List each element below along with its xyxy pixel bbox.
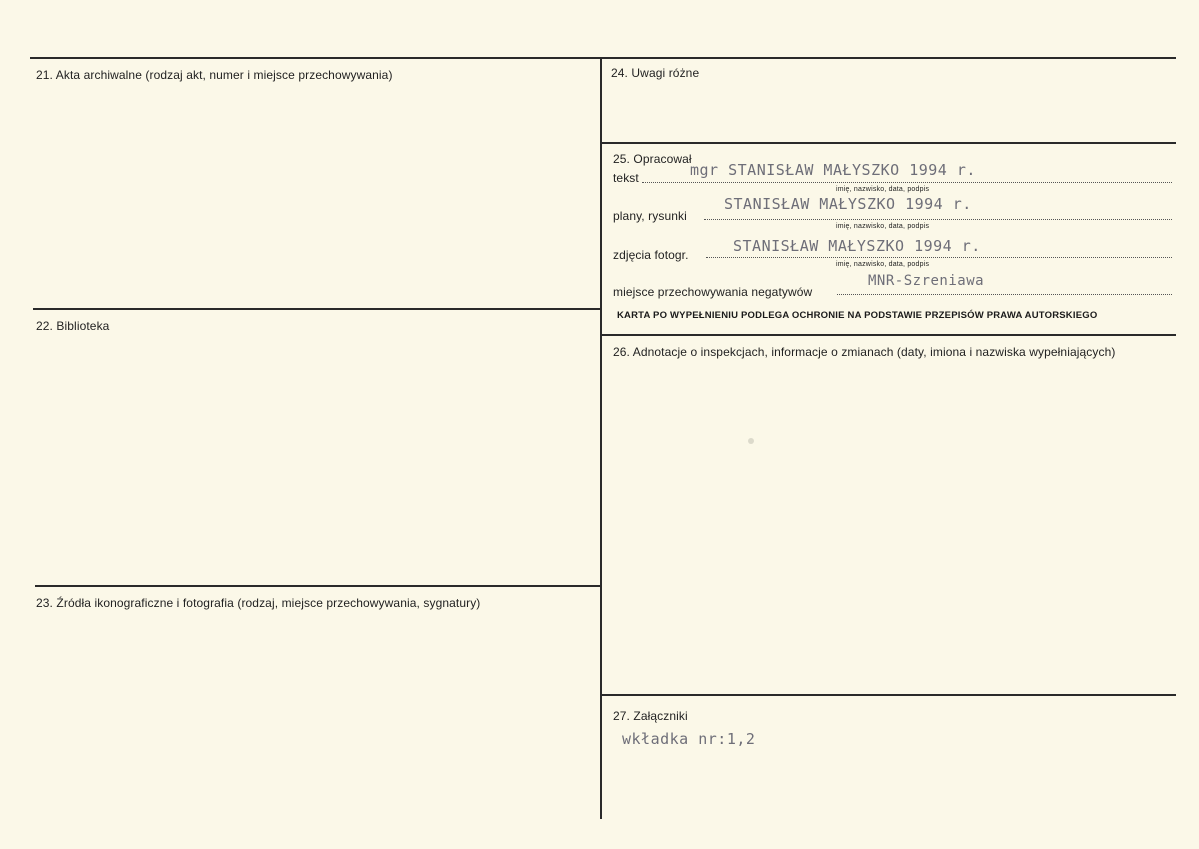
negatives-storage-value: MNR-Szreniawa [868, 273, 985, 289]
divider-26-27 [601, 694, 1176, 696]
divider-22-23 [35, 585, 601, 587]
center-divider-line [600, 57, 602, 819]
photos-author-line [706, 257, 1172, 258]
drawings-author-value: STANISŁAW MAŁYSZKO 1994 r. [724, 195, 972, 213]
section-27-label: 27. Załączniki [613, 709, 688, 723]
photos-author-label: zdjęcia fotogr. [613, 248, 689, 262]
drawings-author-line [704, 219, 1172, 220]
negatives-storage-label: miejsce przechowywania negatywów [613, 285, 813, 299]
photos-author-hint: imię, nazwisko, data, podpis [836, 261, 930, 268]
photos-author-value: STANISŁAW MAŁYSZKO 1994 r. [733, 237, 981, 255]
paper-speck [748, 438, 754, 444]
section-24-label: 24. Uwagi różne [611, 66, 700, 80]
text-author-label: tekst [613, 171, 639, 185]
section-26-label: 26. Adnotacje o inspekcjach, informacje o zmianach (daty, imiona i nazwiska wypełniających) [613, 345, 1116, 359]
section-22-label: 22. Biblioteka [36, 319, 110, 333]
negatives-storage-line [837, 294, 1172, 295]
divider-25-26 [601, 334, 1176, 336]
divider-24-25 [601, 142, 1176, 144]
drawings-author-hint: imię, nazwisko, data, podpis [836, 223, 930, 230]
section-23-label: 23. Źródła ikonograficzne i fotografia (rodzaj, miejsce przechowywania, sygnatury) [36, 596, 481, 610]
drawings-author-label: plany, rysunki [613, 209, 687, 223]
text-author-hint: imię, nazwisko, data, podpis [836, 186, 930, 193]
top-border-line [30, 57, 1176, 59]
divider-21-22 [33, 308, 601, 310]
section-21-label: 21. Akta archiwalne (rodzaj akt, numer i miejsce przechowywania) [36, 68, 393, 82]
text-author-value: mgr STANISŁAW MAŁYSZKO 1994 r. [690, 161, 976, 179]
copyright-notice: KARTA PO WYPEŁNIENIU PODLEGA OCHRONIE NA PODSTAWIE PRZEPISÓW PRAWA AUTORSKIEGO [617, 310, 1098, 321]
section-25-label: 25. Opracował [613, 152, 692, 166]
text-author-line [642, 182, 1172, 183]
attachments-value: wkładka nr:1,2 [622, 730, 756, 748]
